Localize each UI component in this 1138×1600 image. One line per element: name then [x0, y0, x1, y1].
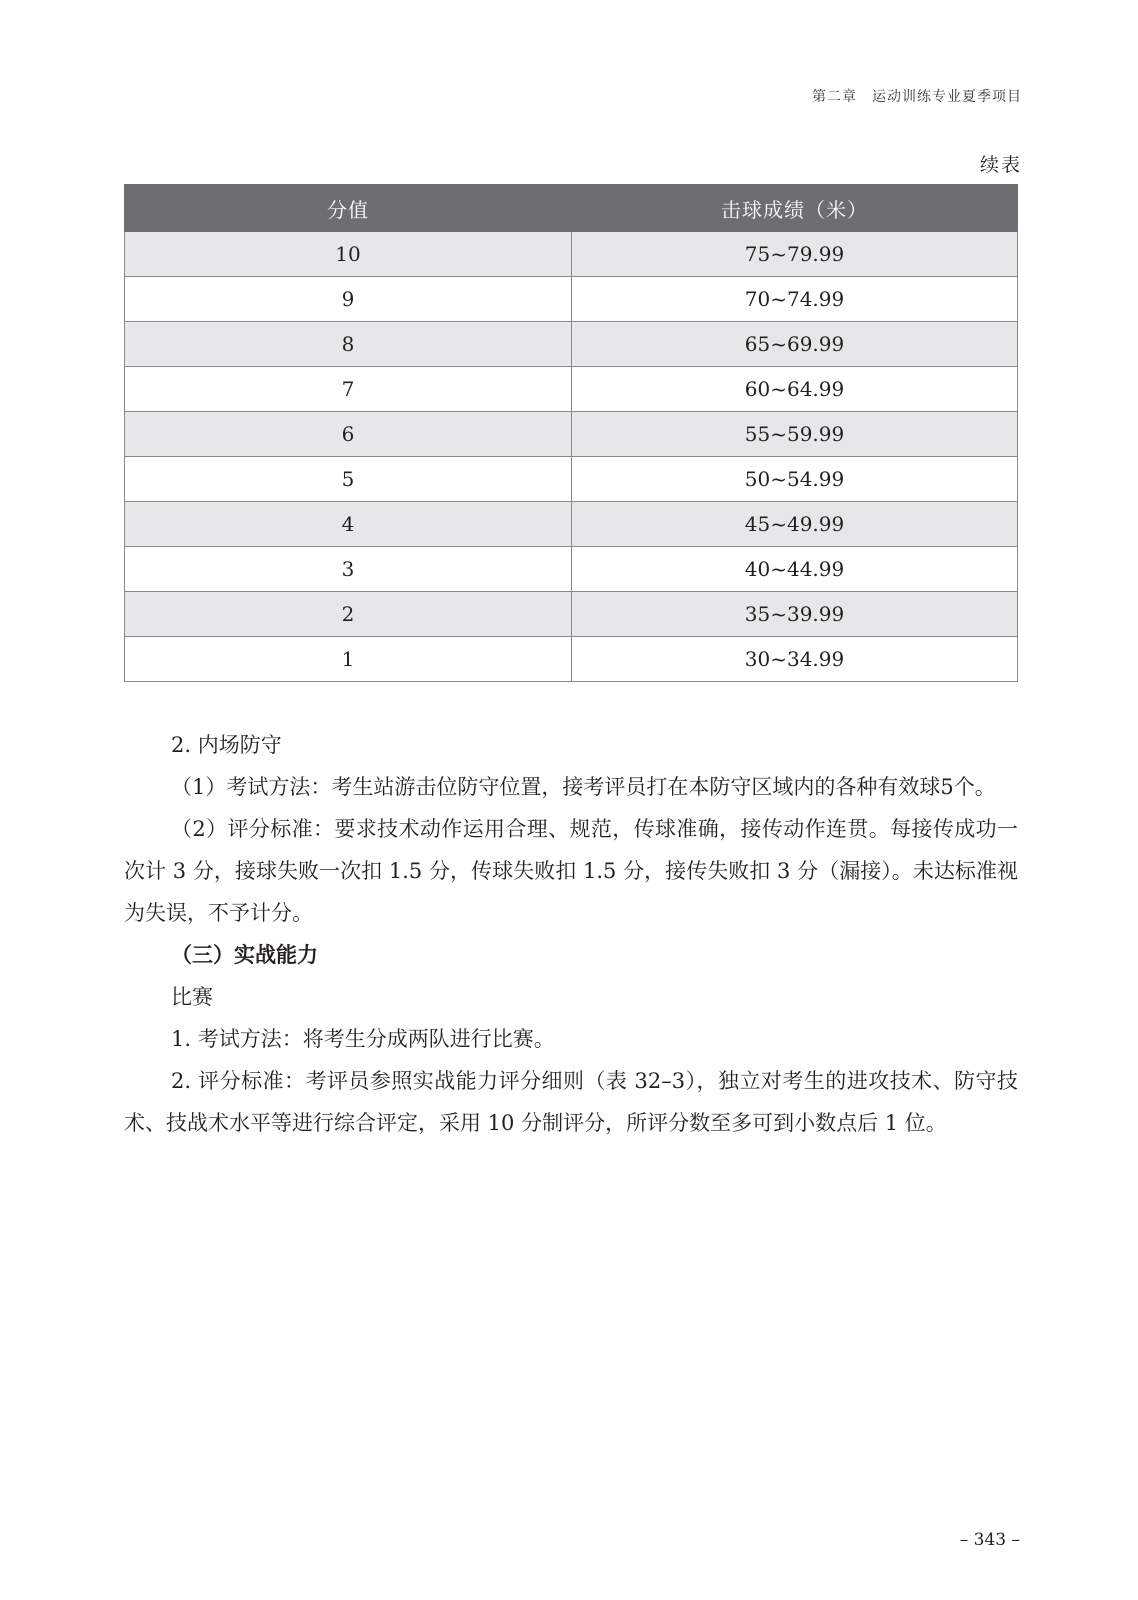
score-cell: 5: [125, 457, 572, 502]
score-cell: 7: [125, 367, 572, 412]
score-cell: 10: [125, 232, 572, 277]
result-cell: 55~59.99: [572, 412, 1018, 457]
result-cell: 70~74.99: [572, 277, 1018, 322]
running-head: 第二章 运动训练专业夏季项目: [812, 89, 1022, 105]
result-cell: 50~54.99: [572, 457, 1018, 502]
table-row: [125, 277, 1018, 322]
table-row: [125, 412, 1018, 457]
result-cell: 75~79.99: [572, 232, 1018, 277]
result-cell: 45~49.99: [572, 502, 1018, 547]
page-number: – 343 –: [959, 1530, 1020, 1550]
score-cell: 2: [125, 592, 572, 637]
score-cell: 4: [125, 502, 572, 547]
result-cell: 30~34.99: [572, 637, 1018, 682]
paragraph-match-method: 1. 考试方法：将考生分成两队进行比赛。: [171, 1027, 555, 1051]
result-cell: 40~44.99: [572, 547, 1018, 592]
score-cell: 9: [125, 277, 572, 322]
column-header-hit-result: 击球成绩（米）: [572, 185, 1018, 232]
result-cell: 60~64.99: [572, 367, 1018, 412]
table-row: [125, 232, 1018, 277]
paragraph-infield-scoring: （2）评分标准：要求技术动作运用合理、规范，传球准确，接传动作连贯。每接传成功一次计 3 分，接球失败一次扣 1.5 分，传球失败扣 1.5 分，接传失败扣 3 分（漏接）。未达标准视为失误，不予计分。: [124, 817, 1018, 925]
section-heading-combat: （三）实战能力: [171, 942, 318, 967]
score-cell: 1: [125, 637, 572, 682]
table-row: [125, 457, 1018, 502]
table-row: [125, 547, 1018, 592]
body-text: [124, 724, 1018, 1144]
score-cell: 3: [125, 547, 572, 592]
score-table: [124, 184, 1018, 682]
score-cell: 8: [125, 322, 572, 367]
table-continuation-label: 续表: [979, 154, 1022, 176]
score-cell: 6: [125, 412, 572, 457]
table-row: [125, 637, 1018, 682]
result-cell: 35~39.99: [572, 592, 1018, 637]
table-row: [125, 502, 1018, 547]
table-header-row: [125, 185, 1018, 232]
subsection-match: 比赛: [171, 985, 213, 1009]
table-row: [125, 322, 1018, 367]
column-header-score: 分值: [125, 185, 572, 232]
paragraph-match-scoring: 2. 评分标准：考评员参照实战能力评分细则（表 32–3），独立对考生的进攻技术、防守技术、技战术水平等进行综合评定，采用 10 分制评分，所评分数至多可到小数点后 1 位。: [124, 1069, 1018, 1135]
table-row: [125, 367, 1018, 412]
section-heading-infield: 2. 内场防守: [171, 733, 282, 757]
table-row: [125, 592, 1018, 637]
result-cell: 65~69.99: [572, 322, 1018, 367]
paragraph-infield-method: （1）考试方法：考生站游击位防守位置，接考评员打在本防守区域内的各种有效球5个。: [171, 775, 996, 799]
